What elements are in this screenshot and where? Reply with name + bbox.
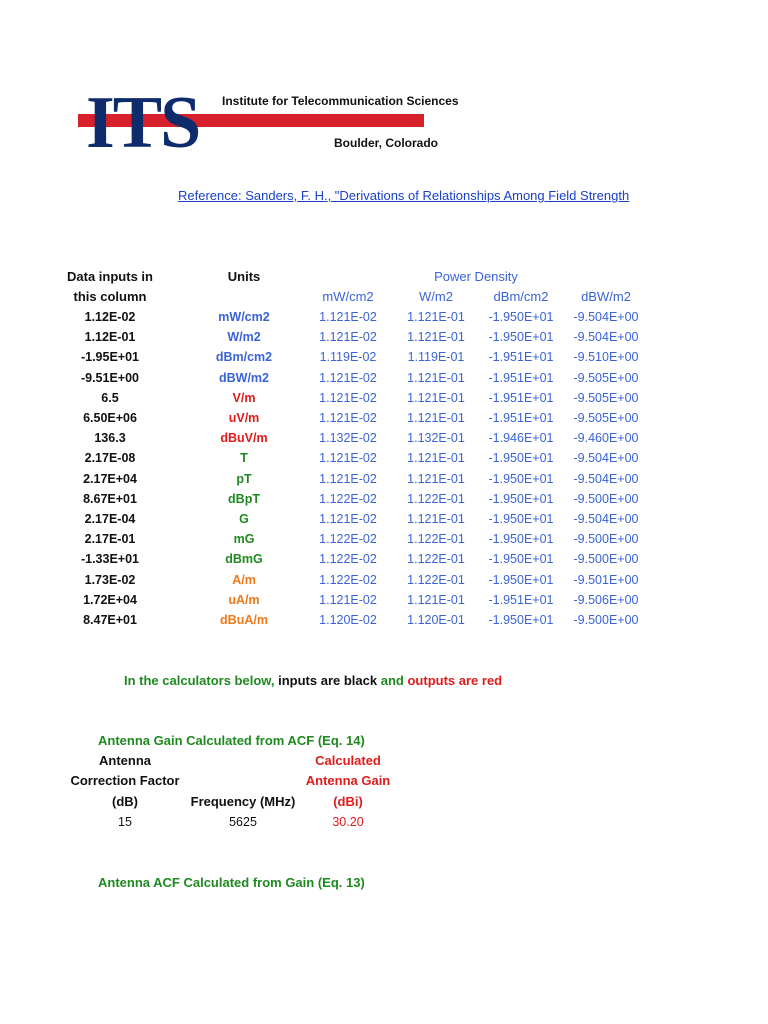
power-density-value: -9.500E+00 [573,532,639,546]
data-input-cell[interactable]: 136.3 [94,431,126,445]
power-density-value: 1.122E-02 [319,532,377,546]
power-density-value: -9.500E+00 [573,613,639,627]
power-density-value: -1.950E+01 [488,472,554,486]
power-density-header: Power Density [434,269,518,284]
power-density-value: -9.500E+00 [573,552,639,566]
note-part2: inputs are black [278,673,378,688]
power-density-value: -9.505E+00 [573,371,639,385]
calc1-acf-header-3: (dB) [112,794,138,809]
unit-label: uV/m [228,411,260,425]
unit-label: G [239,512,249,526]
data-input-cell[interactable]: 1.72E+04 [83,593,137,607]
power-density-value: -1.951E+01 [488,350,554,364]
calc1-title: Antenna Gain Calculated from ACF (Eq. 14) [98,733,365,748]
color-legend-note [124,673,502,688]
calc1-freq-input[interactable]: 5625 [229,815,257,829]
calc1-freq-header: Frequency (MHz) [190,794,296,809]
power-density-value: 1.122E-01 [407,492,465,506]
power-density-value: 1.121E-02 [319,451,377,465]
unit-label: V/m [232,391,256,405]
power-density-value: -9.505E+00 [573,411,639,425]
power-density-value: 1.122E-01 [407,573,465,587]
power-density-value: -9.510E+00 [573,350,639,364]
data-input-cell[interactable]: -9.51E+00 [80,371,140,385]
power-density-value: 1.120E-02 [319,613,377,627]
data-input-cell[interactable]: 1.12E-01 [84,330,136,344]
data-input-cell[interactable]: -1.95E+01 [80,350,140,364]
power-density-value: 1.132E-02 [319,431,377,445]
power-density-value: -9.501E+00 [573,573,639,587]
power-density-value: 1.119E-01 [407,350,465,364]
power-density-value: -9.500E+00 [573,492,639,506]
calc1-gain-header-1: Calculated [315,753,381,768]
power-density-value: -1.950E+01 [488,613,554,627]
data-input-cell[interactable]: 6.5 [101,391,119,405]
unit-label: pT [236,472,252,486]
column-header-0: mW/cm2 [322,289,374,304]
power-density-value: -1.951E+01 [488,411,554,425]
power-density-value: 1.121E-02 [319,391,377,405]
unit-label: W/m2 [227,330,261,344]
column-header-2: dBm/cm2 [493,289,549,304]
unit-label: uA/m [228,593,260,607]
power-density-value: 1.122E-01 [407,552,465,566]
power-density-value: 1.121E-01 [407,310,465,324]
calc1-acf-header-1: Antenna [99,753,151,768]
power-density-value: -1.950E+01 [488,492,554,506]
data-input-cell[interactable]: 2.17E+04 [83,472,137,486]
unit-label: dBuV/m [220,431,268,445]
note-part1: In the calculators below, [124,673,275,688]
power-density-value: 1.120E-01 [407,613,465,627]
power-density-value: -9.504E+00 [573,512,639,526]
power-density-value: -1.951E+01 [488,391,554,405]
unit-label: dBpT [228,492,260,506]
power-density-value: -9.504E+00 [573,472,639,486]
power-density-value: -1.950E+01 [488,451,554,465]
power-density-value: 1.122E-02 [319,573,377,587]
power-density-value: -9.504E+00 [573,330,639,344]
note-part3: and [380,673,404,688]
power-density-value: 1.121E-02 [319,371,377,385]
units-header: Units [227,269,261,284]
unit-label: A/m [232,573,256,587]
org-location: Boulder, Colorado [334,136,439,150]
data-input-cell[interactable]: 2.17E-04 [84,512,136,526]
data-input-cell[interactable]: -1.33E+01 [80,552,140,566]
data-input-cell[interactable]: 8.47E+01 [83,613,137,627]
power-density-value: -1.950E+01 [488,552,554,566]
calc2-title: Antenna ACF Calculated from Gain (Eq. 13) [98,875,365,890]
org-name: Institute for Telecommunication Sciences [222,94,459,108]
unit-label: dBuA/m [220,613,268,627]
power-density-value: 1.122E-02 [319,492,377,506]
unit-label: mG [233,532,255,546]
power-density-value: -1.950E+01 [488,330,554,344]
power-density-value: 1.121E-02 [319,512,377,526]
power-density-value: 1.121E-01 [407,512,465,526]
power-density-value: -1.950E+01 [488,573,554,587]
power-density-value: -1.950E+01 [488,310,554,324]
data-input-cell[interactable]: 1.12E-02 [84,310,136,324]
unit-label: T [240,451,248,465]
calc1-acf-input[interactable]: 15 [118,815,132,829]
power-density-value: 1.121E-01 [407,593,465,607]
logo-letters: ITS [86,82,200,164]
calc1-gain-header-2: Antenna Gain [305,773,391,788]
power-density-value: -1.951E+01 [488,593,554,607]
power-density-value: 1.121E-01 [407,330,465,344]
power-density-value: 1.122E-02 [319,552,377,566]
column-header-3: dBW/m2 [581,289,631,304]
power-density-value: 1.121E-01 [407,472,465,486]
data-input-cell[interactable]: 6.50E+06 [83,411,137,425]
power-density-value: 1.122E-01 [407,532,465,546]
column-header-1: W/m2 [419,289,453,304]
data-input-cell[interactable]: 2.17E-08 [84,451,136,465]
inputs-header-line2: this column [73,289,147,304]
power-density-value: 1.121E-02 [319,310,377,324]
power-density-value: 1.121E-02 [319,330,377,344]
note-part4: outputs are red [407,673,503,688]
inputs-header-line1: Data inputs in [67,269,153,284]
its-logo [78,82,459,164]
power-density-value: 1.132E-01 [407,431,465,445]
power-density-value: 1.121E-01 [407,371,465,385]
unit-label: dBm/cm2 [215,350,273,364]
power-density-value: -9.506E+00 [573,593,639,607]
unit-label: dBmG [225,552,263,566]
power-density-value: 1.121E-02 [319,593,377,607]
unit-label: mW/cm2 [218,310,270,324]
power-density-value: -9.504E+00 [573,451,639,465]
power-density-value: -9.505E+00 [573,391,639,405]
calc1-gain-header-3: (dBi) [333,794,363,809]
power-density-value: -1.950E+01 [488,512,554,526]
power-density-value: 1.119E-02 [319,350,377,364]
power-density-value: 1.121E-01 [407,451,465,465]
power-density-value: -9.504E+00 [573,310,639,324]
power-density-value: -1.946E+01 [488,431,554,445]
power-density-value: 1.121E-01 [407,411,465,425]
data-input-cell[interactable]: 8.67E+01 [83,492,137,506]
power-density-value: 1.121E-02 [319,472,377,486]
power-density-value: 1.121E-01 [407,391,465,405]
power-density-value: -1.951E+01 [488,371,554,385]
data-input-cell[interactable]: 2.17E-01 [84,532,136,546]
calc1-gain-output: 30.20 [332,815,364,829]
reference-link[interactable]: Reference: Sanders, F. H., "Derivations of Relationships Among Field Strength [178,188,630,203]
power-density-value: -9.460E+00 [573,431,639,445]
unit-label: dBW/m2 [219,371,269,385]
calc1-acf-header-2: Correction Factor [70,773,180,788]
power-density-value: 1.121E-02 [319,411,377,425]
power-density-value: -1.950E+01 [488,532,554,546]
data-input-cell[interactable]: 1.73E-02 [84,573,136,587]
